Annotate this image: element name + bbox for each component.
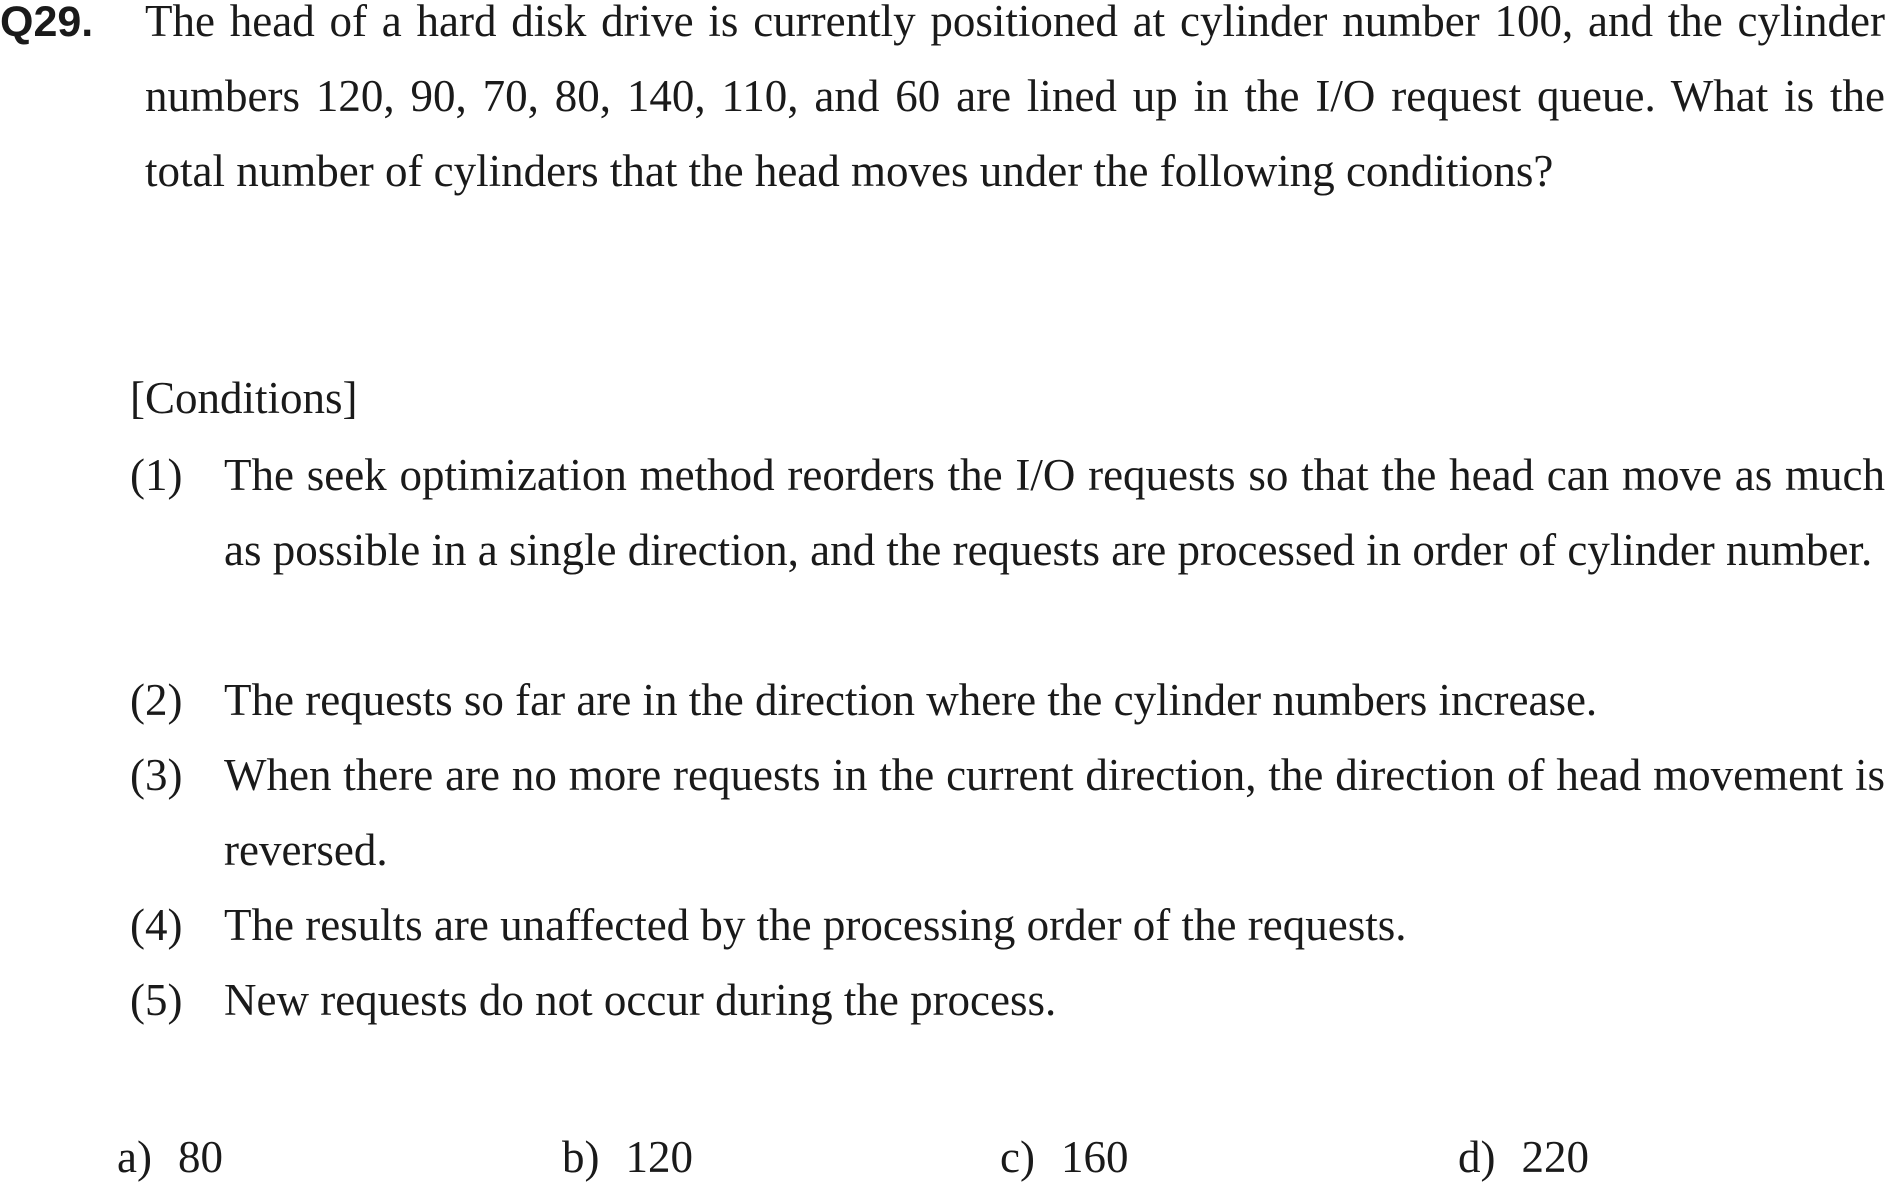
option-value: 220 [1521, 1132, 1589, 1182]
option-d[interactable] [1458, 1127, 1589, 1187]
option-a[interactable] [117, 1127, 223, 1187]
question-number: Q29. [0, 0, 94, 46]
condition-item-5 [130, 963, 1885, 1038]
condition-number: (4) [130, 900, 183, 950]
condition-item-2 [130, 663, 1885, 738]
condition-item-3 [130, 738, 1885, 888]
condition-text: New requests do not occur during the process. [224, 975, 1057, 1025]
conditions-title: [Conditions] [130, 373, 358, 423]
option-label: c) [1000, 1132, 1035, 1182]
condition-number: (2) [130, 675, 183, 725]
condition-text: The results are unaffected by the processing order of the requests. [224, 900, 1407, 950]
condition-text: The requests so far are in the direction where the cylinder numbers increase. [224, 675, 1598, 725]
option-label: b) [562, 1132, 600, 1182]
option-value: 80 [177, 1132, 223, 1182]
condition-text: When there are no more requests in the current direction, the direction of head movement is reversed. [224, 750, 1885, 875]
condition-item-1 [130, 438, 1885, 588]
question-stem: The head of a hard disk drive is currently positioned at cylinder number 100, and the cylinder numbers 120, 90, 70, 80, 140, 110, and 60 are lined up in the I/O request queue. What is the total number of cylinders that the head moves under the following conditions? [145, 0, 1885, 196]
condition-item-4 [130, 888, 1885, 963]
condition-text: The seek optimization method reorders the I/O requests so that the head can move as much as possible in a single direction, and the requests are processed in order of cylinder number. [224, 450, 1885, 575]
condition-number: (3) [130, 750, 183, 800]
option-label: a) [117, 1132, 152, 1182]
option-c[interactable] [1000, 1127, 1128, 1187]
option-value: 120 [625, 1132, 693, 1182]
option-b[interactable] [562, 1127, 693, 1187]
condition-number: (5) [130, 975, 183, 1025]
option-value: 160 [1060, 1132, 1129, 1182]
option-label: d) [1458, 1132, 1496, 1182]
condition-number: (1) [130, 450, 183, 500]
